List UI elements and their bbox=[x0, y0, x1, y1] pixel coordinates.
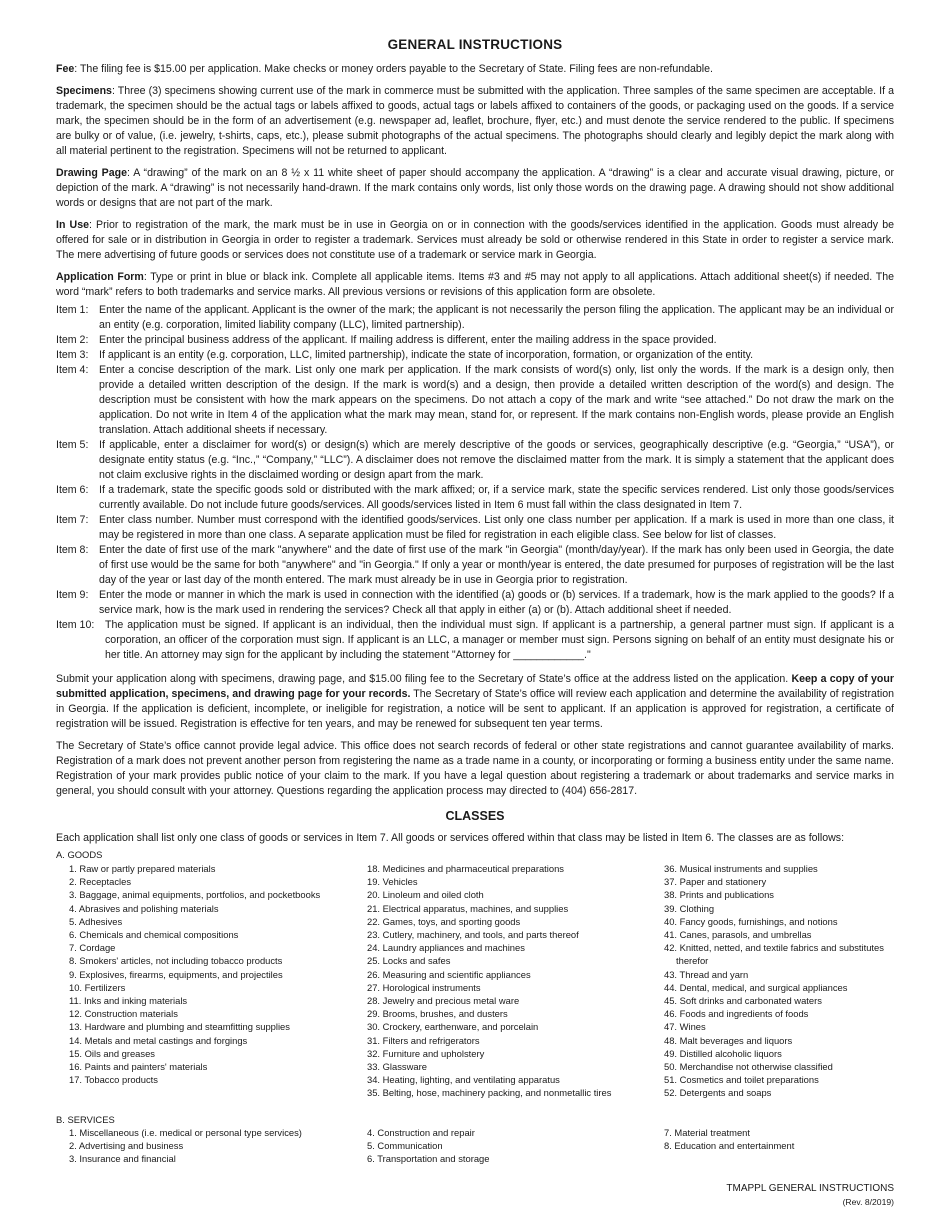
item-text: Enter class number. Number must correspond with the identified goods/services. List only one class number per application. If a mark is used in more than one class, it may be registered in more than one class. A separate application must be filed for registration in each eligible class. See below for list of classes. bbox=[99, 514, 894, 541]
services-class-item: 3. Insurance and financial bbox=[69, 1153, 176, 1165]
item-label: Item 4: bbox=[56, 364, 89, 376]
goods-class-item: 31. Filters and refrigerators bbox=[367, 1034, 480, 1046]
specimens-label: Specimens bbox=[56, 85, 112, 97]
services-class-item: 1. Miscellaneous (i.e. medical or personal type services) bbox=[69, 1126, 302, 1138]
specimens-text: : Three (3) specimens showing current use of the mark in commerce must be submitted with the application. Three samples of the same specimen are acceptable. If a trademark, the specimen should be the actual tags or labels affixed to goods, actual tags or labels affixed to containers of the goods, or packaging used on the goods. If a service mark, the specimen should be in the form of an advertisement (e.g. newspaper ad, leaflet, brochure, flyer, etc.) and must denote the service rendered to the public. If specimens are bulky or of value, (i.e. jewelry, t-shirts, caps, etc.), please submit photographs of the actual specimens. The photographs should clearly and legibly depict the mark along with all material pertinent to the registration. Specimens will not be returned to applicant. bbox=[56, 85, 894, 157]
drawing-page-paragraph bbox=[56, 166, 894, 211]
services-column bbox=[367, 1126, 664, 1166]
application-form-label: Application Form bbox=[56, 271, 144, 283]
item-text: Enter the date of first use of the mark "anywhere" and the date of first use of the mark "in Georgia" (month/day/year). If the mark has only been used in Georgia, the date of first use would be the same for both "anywhere" and "in Georgia." If only a year or month/year is entered, the date presumed for purposes of registration will be the last day of the year or last day of the month entered. The mark must already be in use in Georgia prior to registration. bbox=[99, 544, 894, 586]
goods-class-item: 21. Electrical apparatus, machines, and supplies bbox=[367, 902, 569, 914]
fee-paragraph bbox=[56, 62, 894, 77]
in-use-text: : Prior to registration of the mark, the mark must be in use in Georgia on or in connection with the goods/services identified in the application. Goods must already be offered for sale or in distribution in Georgia in order to register a trademark. Services must already be sold or otherwise rendered in this State in order to register a service mark. The mere advertising of future goods or services does not constitute use of a trademark or service mark in Georgia. bbox=[56, 219, 894, 261]
in-use-label: In Use bbox=[56, 219, 89, 231]
revision-date: (Rev. 8/2019) bbox=[842, 1197, 894, 1207]
goods-class-item: 52. Detergents and soaps bbox=[664, 1087, 772, 1099]
item-instruction bbox=[56, 363, 894, 438]
goods-class-item: 41. Canes, parasols, and umbrellas bbox=[664, 929, 812, 941]
services-columns bbox=[56, 1126, 894, 1166]
goods-class-item: 27. Horological instruments bbox=[367, 981, 481, 993]
goods-class-item: 17. Tobacco products bbox=[69, 1074, 158, 1086]
goods-class-item: 3. Baggage, animal equipments, portfolios, and pocketbooks bbox=[69, 889, 321, 901]
goods-class-item: 1. Raw or partly prepared materials bbox=[69, 863, 216, 874]
goods-class-item: 7. Cordage bbox=[69, 942, 116, 954]
services-class-item: 4. Construction and repair bbox=[367, 1126, 475, 1138]
item-text: The application must be signed. If applicant is an individual, then the individual must sign. If applicant is a partnership, a general partner must sign. If applicant is a corporation, an officer of the corporation must sign. If applicant is an LLC, a manager or member must sign. Persons signing on behalf of an entity must designate his or her title. An attorney may sign for the applicant by including the statement "Attorney for ____________." bbox=[105, 619, 894, 661]
goods-class-item: 36. Musical instruments and supplies bbox=[664, 863, 818, 874]
item-text: Enter the name of the applicant. Applicant is the owner of the mark; the applicant is not necessarily the person filing the application. The applicant may be an individual or an entity (e.g. corporation, limited liability company (LLC), limited partnership). bbox=[99, 304, 894, 331]
goods-class-item: 37. Paper and stationery bbox=[664, 876, 767, 888]
goods-class-item: 45. Soft drinks and carbonated waters bbox=[664, 995, 822, 1007]
classes-heading: CLASSES bbox=[445, 809, 505, 823]
drawing-page-text: : A “drawing” of the mark on an 8 ½ x 11 white sheet of paper should accompany the application. A “drawing” is a clear and accurate visual drawing, picture, or depiction of the mark. A “drawing” is not necessarily hand-drawn. If the mark contains only words, list only those words on the drawing page. A drawing should not show additional words or designs that are not part of the mark. bbox=[56, 167, 894, 209]
application-form-text: : Type or print in blue or black ink. Complete all applicable items. Items #3 and #5 may not apply to all applications. Attach additional sheet(s) if needed. The word “mark” refers to both trademarks and service marks. All previous versions or revisions of this application form are obsolete. bbox=[56, 271, 894, 298]
services-class-item: 6. Transportation and storage bbox=[367, 1153, 490, 1165]
goods-class-item: 9. Explosives, firearms, equipments, and projectiles bbox=[69, 968, 283, 980]
goods-class-item: 4. Abrasives and polishing materials bbox=[69, 902, 219, 914]
services-class-item: 2. Advertising and business bbox=[69, 1139, 184, 1151]
application-form-paragraph bbox=[56, 270, 894, 300]
item-instruction bbox=[56, 588, 894, 618]
goods-class-item: 24. Laundry appliances and machines bbox=[367, 942, 525, 954]
goods-class-item: 39. Clothing bbox=[664, 902, 715, 914]
goods-class-item: 2. Receptacles bbox=[69, 876, 132, 888]
footer bbox=[726, 1182, 894, 1208]
item-text: If applicable, enter a disclaimer for word(s) or design(s) which are merely descriptive of the goods or services, geographically descriptive (e.g. “Georgia,” “USA”), or designate entity status (e.g. “Inc.,” “Company,” “LLC”). A disclaimer does not remove the disclaimed matter from the mark. It is simply a statement that the applicant does not claim exclusive rights in the disclaimed wording or design apart from the mark. bbox=[99, 439, 894, 481]
goods-class-item: 44. Dental, medical, and surgical appliances bbox=[664, 981, 848, 993]
services-label: B. SERVICES bbox=[56, 1113, 115, 1125]
goods-class-item: 42. Knitted, netted, and textile fabrics and substitutes therefor bbox=[664, 942, 884, 967]
goods-column bbox=[56, 862, 367, 1100]
goods-class-item: 46. Foods and ingredients of foods bbox=[664, 1008, 809, 1020]
goods-class-item: 51. Cosmetics and toilet preparations bbox=[664, 1074, 819, 1086]
specimens-paragraph bbox=[56, 84, 894, 159]
submit-text-bold: Keep a copy of your submitted application, specimens, and drawing page for your records. bbox=[56, 673, 894, 700]
goods-class-item: 16. Paints and painters' materials bbox=[69, 1061, 208, 1073]
item-instruction bbox=[56, 303, 894, 333]
goods-class-item: 18. Medicines and pharmaceutical preparations bbox=[367, 863, 564, 874]
submit-text-before: Submit your application along with specimens, drawing page, and $15.00 filing fee to the Secretary of State’s office at the address listed on the application. bbox=[56, 673, 792, 685]
item-instruction bbox=[56, 438, 894, 483]
services-class-item: 5. Communication bbox=[367, 1139, 443, 1151]
submit-text-after: The Secretary of State’s office will review each application and determine the availability of registration in Georgia. If the application is deficient, incomplete, or ineligible for registration, a notice will be sent to applicant. If an application is approved for registration, a certificate of registration will be issued. Registration is effective for ten years, and may be renewed for subsequent ten year terms. bbox=[56, 688, 894, 730]
goods-columns bbox=[56, 862, 894, 1100]
item-instruction bbox=[56, 333, 894, 348]
item-instruction bbox=[56, 618, 894, 663]
goods-class-item: 33. Glassware bbox=[367, 1061, 427, 1073]
goods-class-item: 23. Cutlery, machinery, and tools, and parts thereof bbox=[367, 929, 579, 941]
goods-class-item: 29. Brooms, brushes, and dusters bbox=[367, 1008, 508, 1020]
goods-class-item: 30. Crockery, earthenware, and porcelain bbox=[367, 1021, 539, 1033]
item-label: Item 1: bbox=[56, 304, 89, 316]
goods-class-item: 20. Linoleum and oiled cloth bbox=[367, 889, 484, 901]
item-instructions-list bbox=[56, 303, 894, 663]
goods-class-item: 8. Smokers' articles, not including tobacco products bbox=[69, 955, 283, 967]
services-class-item: 8. Education and entertainment bbox=[664, 1139, 795, 1151]
goods-class-item: 47. Wines bbox=[664, 1021, 706, 1033]
services-class-item: 7. Material treatment bbox=[664, 1126, 750, 1138]
goods-class-item: 50. Merchandise not otherwise classified bbox=[664, 1061, 833, 1073]
item-label: Item 3: bbox=[56, 349, 89, 361]
goods-class-item: 38. Prints and publications bbox=[664, 889, 774, 901]
services-column bbox=[664, 1126, 894, 1166]
goods-class-item: 26. Measuring and scientific appliances bbox=[367, 968, 531, 980]
item-text: Enter the principal business address of the applicant. If mailing address is different, enter the mailing address in the space provided. bbox=[99, 334, 717, 346]
goods-class-item: 34. Heating, lighting, and ventilating apparatus bbox=[367, 1074, 560, 1086]
item-instruction bbox=[56, 483, 894, 513]
goods-class-item: 10. Fertilizers bbox=[69, 981, 126, 993]
item-label: Item 10: bbox=[56, 619, 95, 631]
goods-label: A. GOODS bbox=[56, 849, 103, 860]
item-text: If applicant is an entity (e.g. corporation, LLC, limited partnership), indicate the state of incorporation, formation, or organization of the entity. bbox=[99, 349, 754, 361]
form-name: TMAPPL GENERAL INSTRUCTIONS bbox=[726, 1183, 894, 1194]
goods-class-item: 15. Oils and greases bbox=[69, 1047, 155, 1059]
legal-advice-paragraph: The Secretary of State’s office cannot provide legal advice. This office does not search records of federal or other state registrations and cannot guarantee availability of marks. Registration of a mark does not prevent another person from registering the name as a trade name in a county, or incorporating or forming a business entity under the same name. Registration of your mark provides public notice of your claim to the mark. If you have a legal question about registering a trademark or about trademarks and service marks in general, you should consult with your attorney. Questions regarding the application process may directed to (404) 656-2817. bbox=[56, 740, 894, 797]
goods-class-item: 28. Jewelry and precious metal ware bbox=[367, 995, 520, 1007]
fee-label: Fee bbox=[56, 63, 75, 75]
fee-text: : The filing fee is $15.00 per application. Make checks or money orders payable to the Secretary of State. Filing fees are non-refundable. bbox=[74, 63, 713, 75]
item-text: Enter the mode or manner in which the mark is used in connection with the identified (a) goods or (b) services. If a trademark, how is the mark applied to the goods? If a service mark, how is the mark used in rendering the services? Check all that apply in either (a) or (b). Attach additional sheet if needed. bbox=[99, 589, 894, 616]
content bbox=[56, 0, 894, 1165]
page-title: GENERAL INSTRUCTIONS bbox=[387, 37, 563, 52]
goods-class-item: 19. Vehicles bbox=[367, 876, 418, 888]
goods-class-item: 5. Adhesives bbox=[69, 915, 123, 927]
item-label: Item 9: bbox=[56, 589, 89, 601]
item-label: Item 5: bbox=[56, 439, 89, 451]
goods-class-item: 49. Distilled alcoholic liquors bbox=[664, 1047, 782, 1059]
goods-class-item: 12. Construction materials bbox=[69, 1008, 178, 1020]
item-label: Item 2: bbox=[56, 334, 89, 346]
goods-column bbox=[367, 862, 664, 1100]
goods-class-item: 14. Metals and metal castings and forgings bbox=[69, 1034, 248, 1046]
goods-class-item: 48. Malt beverages and liquors bbox=[664, 1034, 793, 1046]
item-instruction bbox=[56, 543, 894, 588]
goods-class-item: 32. Furniture and upholstery bbox=[367, 1047, 485, 1059]
item-text: Enter a concise description of the mark. List only one mark per application. If the mark consists of word(s) only, list only the words. If the mark is a design only, then provide a detailed written description of the design. If the mark is word(s) and a design, then provide a detailed written description of the word(s) and design. The description must be consistent with how the mark appears on the specimens. Do not attach a copy of the mark and write “see attached.” Do not draw the mark on the application. Do not write in Item 4 of the application what the mark may mean, stand for, or represent. If the mark contains non-English words, please provide an English translation. Attach additional sheets if necessary. bbox=[99, 364, 894, 436]
item-label: Item 8: bbox=[56, 544, 89, 556]
goods-class-item: 11. Inks and inking materials bbox=[69, 995, 188, 1007]
services-column bbox=[56, 1126, 367, 1166]
item-label: Item 7: bbox=[56, 514, 89, 526]
goods-class-item: 25. Locks and safes bbox=[367, 955, 451, 967]
goods-class-item: 6. Chemicals and chemical compositions bbox=[69, 929, 239, 941]
item-label: Item 6: bbox=[56, 484, 89, 496]
item-instruction bbox=[56, 348, 894, 363]
goods-class-item: 40. Fancy goods, furnishings, and notions bbox=[664, 915, 838, 927]
goods-class-item: 43. Thread and yarn bbox=[664, 968, 749, 980]
in-use-paragraph bbox=[56, 218, 894, 263]
submit-paragraph bbox=[56, 672, 894, 732]
classes-intro: Each application shall list only one class of goods or services in Item 7. All goods or services offered within that class may be listed in Item 6. The classes are as follows: bbox=[56, 832, 845, 844]
goods-column bbox=[664, 862, 894, 1100]
item-instruction bbox=[56, 513, 894, 543]
goods-class-item: 13. Hardware and plumbing and steamfitting supplies bbox=[69, 1021, 290, 1033]
drawing-page-label: Drawing Page bbox=[56, 167, 127, 179]
goods-class-item: 35. Belting, hose, machinery packing, and nonmetallic tires bbox=[367, 1087, 612, 1099]
item-text: If a trademark, state the specific goods sold or distributed with the mark affixed; or, if a service mark, state the specific services rendered. List only those goods/services currently available. Do not include future goods/services. All goods/services listed in Item 6 must fall within the class designated in Item 7. bbox=[99, 484, 894, 511]
goods-class-item: 22. Games, toys, and sporting goods bbox=[367, 915, 521, 927]
